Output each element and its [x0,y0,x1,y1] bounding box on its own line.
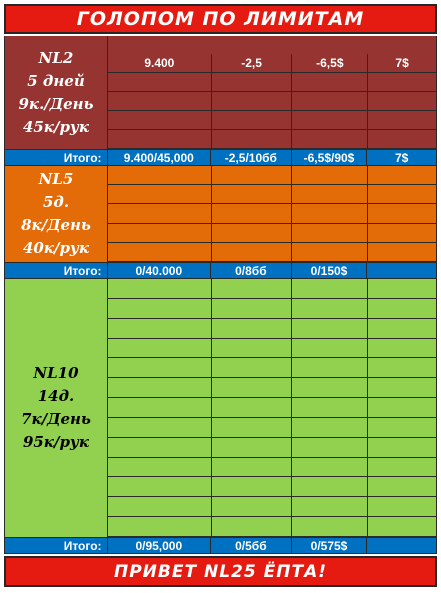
table-row [108,477,436,497]
section-nl10-label [5,279,108,537]
total-label: Итого: [5,150,108,165]
cell-errors [368,279,436,299]
total-bb: 0/5бб [211,538,292,553]
cell-bb100 [212,319,293,339]
table-row [108,438,436,458]
total-money: 0/150$ [292,263,368,278]
cell-money [292,458,368,478]
cell-errors [368,243,436,262]
cell-errors: 7$ [368,54,436,73]
limit-target-hands: 40к/рук [22,239,90,257]
table-row [108,54,436,73]
cell-bb100 [212,358,293,378]
cell-bb100 [212,243,293,262]
cell-errors [368,73,436,92]
cell-money [292,517,368,537]
cell-bb100 [212,438,293,458]
cell-money [292,243,368,262]
cell-hands [108,398,212,418]
cell-errors [368,319,436,339]
total-row-nl10 [4,537,437,554]
limit-target-hands: 95к/рук [22,433,90,451]
total-errors [367,263,436,278]
cell-money [292,111,368,130]
cell-bb100 [212,497,293,517]
cell-hands [108,92,212,111]
table-row [108,458,436,478]
cell-hands [108,418,212,438]
cell-hands [108,517,212,537]
cell-hands [108,243,212,262]
section-nl2-label [5,36,108,149]
cell-errors [368,418,436,438]
table-row [108,358,436,378]
cell-hands [108,185,212,204]
total-money: -6,5$/90$ [292,150,368,165]
cell-errors [368,224,436,243]
cell-hands [108,497,212,517]
total-errors [367,538,436,553]
cell-money [292,438,368,458]
cell-hands: 9.400 [108,54,212,73]
table-row [108,279,436,299]
cell-bb100 [212,130,293,149]
table-row [108,378,436,398]
total-label: Итого: [5,538,108,553]
cell-hands [108,378,212,398]
total-errors: 7$ [394,150,409,165]
cell-bb100 [212,477,293,497]
table-row [108,497,436,517]
cell-bb100 [212,418,293,438]
cell-errors [368,166,436,185]
cell-bb100 [212,398,293,418]
cell-hands [108,458,212,478]
cell-errors [368,130,436,149]
table-row [108,517,436,537]
cell-bb100 [212,111,293,130]
cell-bb100 [212,185,293,204]
cell-errors [368,92,436,111]
cell-money [292,477,368,497]
limit-name: NL5 [38,170,74,188]
cell-money [292,279,368,299]
cell-bb100 [212,224,293,243]
table-row [108,339,436,359]
page-title: ГОЛОПОМ ПО ЛИМИТАМ [76,8,365,30]
limit-days: 14д. [37,387,75,405]
table-row [108,73,436,92]
cell-hands [108,279,212,299]
cell-money [292,319,368,339]
table-row [108,111,436,130]
limit-days: 5 дней [27,71,85,90]
cell-money [292,299,368,319]
table-row [108,319,436,339]
total-label: Итого: [5,263,108,278]
section-nl5-label [5,166,108,262]
table-row [108,299,436,319]
cell-errors [368,458,436,478]
cell-money [292,378,368,398]
table-row [108,185,436,204]
cell-bb100 [212,279,293,299]
cell-bb100 [212,299,293,319]
cell-hands [108,299,212,319]
cell-hands [108,224,212,243]
table-row [108,92,436,111]
total-row-nl5 [4,262,437,279]
limit-daily-hands: 7к/День [21,410,91,428]
cell-errors [368,358,436,378]
cell-hands [108,111,212,130]
table-row [108,418,436,438]
cell-bb100 [212,378,293,398]
section-nl10-grid [108,279,436,537]
cell-hands [108,477,212,497]
cell-money [292,130,368,149]
cell-money [292,204,368,223]
table-row [108,398,436,418]
cell-money [292,358,368,378]
cell-hands [108,319,212,339]
cell-money [292,185,368,204]
cell-hands [108,166,212,185]
cell-errors [368,111,436,130]
cell-hands [108,339,212,359]
table-row [108,243,436,262]
cell-bb100 [212,204,293,223]
table-row [108,130,436,149]
total-bb: -2,5/10бб [211,150,292,165]
total-money: 0/575$ [292,538,368,553]
cell-bb100 [212,166,293,185]
limit-target-hands: 45к/рук [22,117,90,136]
limit-days: 5д. [42,193,70,211]
cell-hands [108,73,212,92]
cell-errors [368,204,436,223]
section-nl5 [4,166,437,262]
cell-money [292,224,368,243]
cell-bb100: -2,5 [212,54,293,73]
cell-errors [368,185,436,204]
cell-bb100 [212,517,293,537]
cell-errors [368,477,436,497]
limit-name: NL2 [38,48,74,67]
cell-hands [108,130,212,149]
cell-errors [368,497,436,517]
cell-bb100 [212,73,293,92]
cell-hands [108,438,212,458]
section-nl5-grid [108,166,436,262]
cell-errors [368,299,436,319]
limit-name: NL10 [33,364,79,382]
cell-bb100 [212,458,293,478]
cell-money [292,339,368,359]
cell-errors [368,438,436,458]
table-row [108,166,436,185]
section-nl2 [4,36,437,149]
cell-money [292,166,368,185]
footer-banner [4,556,437,587]
total-bb: 0/8бб [211,263,292,278]
footer-text: ПРИВЕТ NL25 ЁПТА! [114,561,327,582]
cell-money [292,418,368,438]
cell-hands [108,204,212,223]
cell-bb100 [212,339,293,359]
cell-money [292,497,368,517]
table-row [108,204,436,223]
title-banner [4,4,437,34]
cell-errors [368,378,436,398]
total-hands: 0/95,000 [108,538,212,553]
cell-errors [368,398,436,418]
cell-hands [108,358,212,378]
table-row [108,224,436,243]
total-row-nl2 [4,149,437,166]
section-nl2-grid [108,36,436,149]
cell-bb100 [212,92,293,111]
limit-daily-hands: 9к./День [18,94,94,113]
cell-money [292,73,368,92]
section-nl10 [4,279,437,537]
cell-errors [368,517,436,537]
cell-money [292,398,368,418]
cell-money: -6,5$ [292,54,368,73]
cell-errors [368,339,436,359]
limit-daily-hands: 8к/День [21,216,91,234]
total-hands: 0/40.000 [108,263,212,278]
total-hands: 9.400/45,000 [108,150,212,165]
cell-money [292,92,368,111]
